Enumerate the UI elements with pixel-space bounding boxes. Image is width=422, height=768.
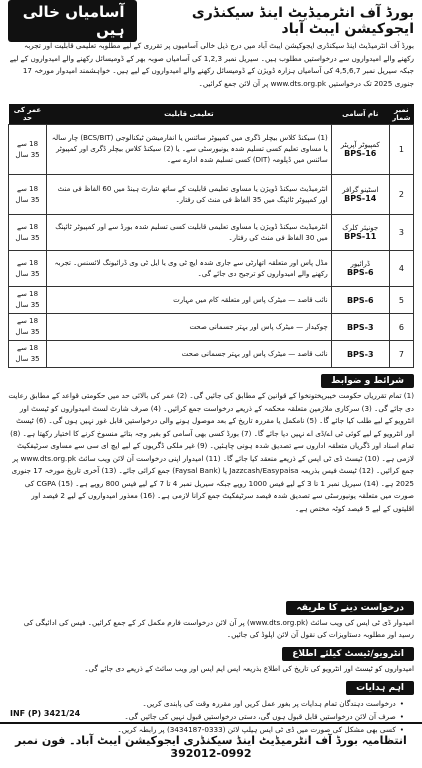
row-age: 18 سے 35 سال [9, 215, 47, 251]
intro-paragraph: بورڈ آف انٹرمیڈیٹ اینڈ سیکنڈری ایجوکیشن ایبٹ آباد میں درج ذیل خالی آسامیوں پر تقرری کے لیے مطلوبہ تعلیمی قابلیت اور تجربہ رکھنے والے امیدواروں سے درخواستیں مطلوب ہیں۔ سیریل نمبر 1,2,3 کی آسامیاں صوبہ بھر کے ڈومیسائل رکھنے والے امیدواروں کے لیے جبکہ سیریل نمبر 4,5,6,7 کی آسامیاں ہزارہ ڈویژن کے ڈومیسائل رکھنے والے امیدواروں کے لیے ہیں۔ خواہشمند امیدوار مورخہ 17 جنوری 2025 تک درخواستیں www.dts.org.pk پر آن لائن جمع کرائیں۔ [9, 41, 414, 88]
post-bps: BPS-16 [344, 149, 377, 158]
post-bps: BPS-6 [346, 295, 374, 305]
list-item: • کسی بھی مشکل کی صورت میں ڈی ٹی ایس ہیلپ لائن (0333-3434187) پر رابطہ کریں۔ [8, 723, 404, 736]
row-sn: 1 [389, 125, 413, 175]
header [8, 3, 414, 39]
guidance-heading: اہم ہدایات [346, 681, 414, 695]
post-name: اسٹینو گرافر [342, 186, 379, 194]
reference-number: INF (P) 3421/24 [10, 709, 81, 718]
row-age: 18 سے 35 سال [9, 251, 47, 287]
qualification-text: میٹرک پاس اور بہتر جسمانی صحت [181, 349, 287, 358]
table-header-row [9, 104, 414, 125]
row-age: 18 سے 35 سال [9, 341, 47, 368]
row-sn: 6 [389, 314, 413, 341]
row-sn: 4 [389, 251, 413, 287]
row-qualification: انٹرمیڈیٹ سیکنڈ ڈویژن یا مساوی تعلیمی قابلیت کے ساتھ شارٹ ہینڈ میں 60 الفاظ فی منٹ اور کمپیوٹر ٹائپنگ میں 35 الفاظ فی منٹ کی رفتار۔ [47, 175, 332, 215]
row-post [331, 287, 389, 314]
post-bps: BPS-14 [344, 194, 377, 203]
row-sn: 5 [389, 287, 413, 314]
table-row [9, 341, 414, 368]
post-name: نائب قاصد [297, 295, 328, 304]
vacancies-banner: آسامیاں خالی ہیں [8, 0, 137, 42]
row-post [331, 125, 389, 175]
table-row [9, 215, 414, 251]
row-sn: 2 [389, 175, 413, 215]
post-bps: BPS-3 [346, 322, 374, 332]
list-item: • درخواست دہندگان تمام ہدایات پر بغور عمل کریں اور مقررہ وقت کی پابندی کریں۔ [8, 697, 404, 710]
header-age: عمر کی حد [9, 104, 47, 125]
apply-heading: درخواست دینے کا طریقہ [286, 601, 414, 615]
terms-text: (1) تمام تقرریاں حکومت خیبرپختونخوا کے قوانین کے مطابق کی جائیں گی۔ (2) عمر کی بالائی حد میں حکومتی قواعد کے مطابق رعایت دی جائے گی۔ (3) سرکاری ملازمین متعلقہ محکمہ کے ذریعے درخواست جمع کرائیں۔ (4) صرف شارٹ لسٹ امیدواروں کو ٹیسٹ اور انٹرویو کے لیے طلب کیا جائے گا۔ (5) نامکمل یا مقررہ تاریخ کے بعد موصول ہونے والی درخواستیں قابل غور نہیں ہوں گی۔ (6) ٹیسٹ اور انٹرویو کے لیے کوئی ٹی اے/ڈی اے نہیں دیا جائے گا۔ (7) بورڈ کسی بھی آسامی کو بغیر وجہ بتائے منسوخ کرنے کا اختیار رکھتا ہے۔ (8) تمام اسناد اور ڈگریاں متعلقہ اداروں سے تصدیق شدہ ہونی چاہئیں۔ (9) غیر ملکی ڈگریوں کے لیے ایچ ای سی سے مساوی سرٹیفکیٹ لازمی ہے۔ (10) ٹیسٹ ڈی ٹی ایس کے ذریعے منعقد کیا جائے گا۔ (11) امیدوار اپنی درخواست آن لائن ویب سائٹ www.dts.org.pk پر جمع کرائیں۔ (12) ٹیسٹ فیس بذریعہ Jazzcash/Easypaisa یا (Faysal Bank) جمع کرائی جائے۔ (13) آخری تاریخ مورخہ 17 جنوری 2025 ہے۔ (14) سیریل نمبر 1 تا 3 کے لیے فیس 1000 روپے جبکہ سیریل نمبر 4 تا 7 کے لیے فیس 800 روپے ہے۔ (15) CGPA کی صورت میں متعلقہ یونیورسٹی سے تصدیق شدہ فیصد سرٹیفکیٹ جمع کرانا لازمی ہے۔ (16) معذور امیدواروں کے لیے 2 فیصد اور اقلیتوں کے لیے 5 فیصد کوٹہ مختص ہے۔ [8, 391, 414, 513]
interview-heading: انٹرویو/ٹیسٹ کیلئے اطلاع [282, 647, 414, 661]
row-sn: 3 [389, 215, 413, 251]
interview-text: امیدواروں کو ٹیسٹ اور انٹرویو کی تاریخ کی اطلاع بذریعہ ایس ایم ایس اور ویب سائٹ کے ذریعے دی جائے گی۔ [84, 664, 414, 673]
row-post [331, 341, 389, 368]
footer-contact: انتظامیہ بورڈ آف انٹرمیڈیٹ اینڈ سیکنڈری ایجوکیشن ایبٹ آباد۔ فون نمبر 0992-392012 [15, 734, 407, 760]
qualification-text: میٹرک پاس اور متعلقہ کام میں مہارت [173, 295, 287, 304]
post-bps: BPS-11 [344, 232, 377, 241]
board-title: بورڈ آف انٹرمیڈیٹ اینڈ سیکنڈری ایجوکیشن ایبٹ آباد [191, 5, 414, 37]
row-qualification: نائب قاصد — میٹرک پاس اور متعلقہ کام میں مہارت [47, 287, 332, 314]
table-row [9, 175, 414, 215]
header-post: نام آسامی [331, 104, 389, 125]
header-sn: نمبر شمار [389, 104, 413, 125]
row-qualification: (1) سیکنڈ کلاس بیچلر ڈگری میں کمپیوٹر سائنس یا انفارمیشن ٹیکنالوجی (BCS/BIT) چار سالہ یا مساوی تعلیم کسی تسلیم شدہ یونیورسٹی سے۔ یا (2) سیکنڈ کلاس بیچلر ڈگری اور کمپیوٹر سائنس میں ڈپلومہ (DIT) کسی تسلیم شدہ ادارے سے۔ [47, 125, 332, 175]
post-name: ڈرائیور [350, 260, 370, 268]
row-post [331, 215, 389, 251]
row-age: 18 سے 35 سال [9, 287, 47, 314]
post-name: کمپیوٹر آپریٹر [340, 141, 380, 149]
vacancies-table [8, 104, 414, 368]
post-bps: BPS-3 [346, 349, 374, 359]
row-qualification: انٹرمیڈیٹ سیکنڈ ڈویژن یا مساوی تعلیمی قابلیت کسی تسلیم شدہ بورڈ سے اور کمپیوٹر ٹائپنگ میں 30 الفاظ فی منٹ کی رفتار۔ [47, 215, 332, 251]
table-row [9, 251, 414, 287]
row-age: 18 سے 35 سال [9, 125, 47, 175]
row-post [331, 175, 389, 215]
row-qualification: نائب قاصد — میٹرک پاس اور بہتر جسمانی صحت [47, 341, 332, 368]
terms-heading: شرائط و ضوابط [321, 374, 414, 388]
post-name: چوکیدار [305, 322, 328, 331]
row-age: 18 سے 35 سال [9, 314, 47, 341]
header-qualification: تعلیمی قابلیت [47, 104, 332, 125]
row-qualification: چوکیدار — میٹرک پاس اور بہتر جسمانی صحت [47, 314, 332, 341]
post-bps: BPS-6 [346, 268, 374, 277]
post-name: جونیئر کلرک [342, 224, 379, 232]
table-row [9, 125, 414, 175]
row-sn: 7 [389, 341, 413, 368]
post-name: نائب قاصد [297, 349, 328, 358]
footer [0, 722, 422, 762]
row-qualification: مڈل پاس اور متعلقہ اتھارٹی سے جاری شدہ ایچ ٹی وی یا ایل ٹی وی ڈرائیونگ لائسنس۔ تجربہ رکھنے والے امیدواروں کو ترجیح دی جائے گی۔ [47, 251, 332, 287]
row-post [331, 251, 389, 287]
row-post [331, 314, 389, 341]
row-age: 18 سے 35 سال [9, 175, 47, 215]
apply-text: امیدوار ڈی ٹی ایس کی ویب سائٹ (www.dts.org.pk) پر آن لائن درخواست فارم مکمل کر کے جمع کرائیں۔ فیس کی ادائیگی کی رسید اور مطلوبہ دستاویزات کی نقول آن لائن اپلوڈ کی جائیں۔ [23, 618, 414, 639]
table-row [9, 314, 414, 341]
table-row [9, 287, 414, 314]
list-item: • صرف آن لائن درخواستیں قابل قبول ہوں گی، دستی درخواستیں قبول نہیں کی جائیں گی۔ [8, 710, 404, 723]
qualification-text: میٹرک پاس اور بہتر جسمانی صحت [189, 322, 294, 331]
